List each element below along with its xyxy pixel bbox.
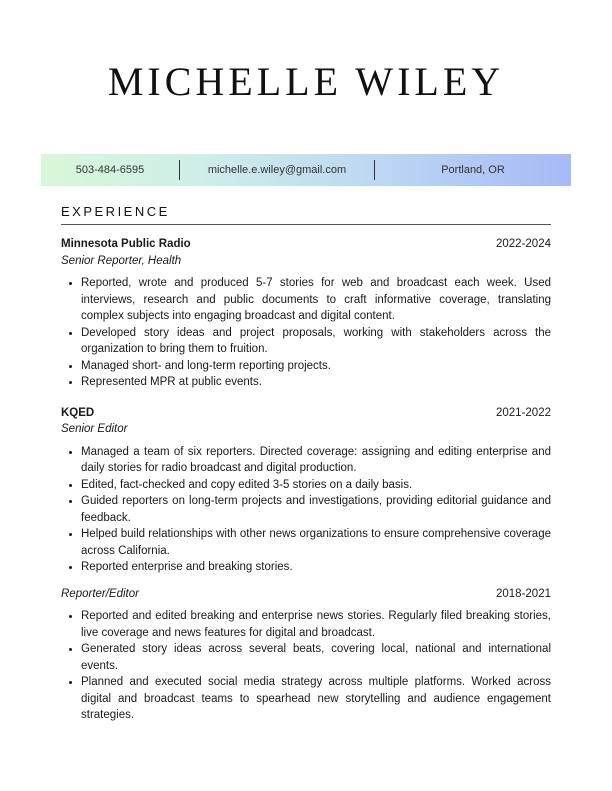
job-dates: 2022-2024 xyxy=(496,238,551,250)
location: Portland, OR xyxy=(441,164,505,176)
job-role: Senior Editor xyxy=(61,423,128,435)
experience-section xyxy=(61,236,551,734)
job-bullets xyxy=(61,444,551,576)
job-dates: 2021-2022 xyxy=(496,406,551,419)
job-role: Senior Reporter, Health xyxy=(61,254,182,267)
job-dates: 2018-2021 xyxy=(496,587,551,600)
bullet-item: • Developed story ideas and project proposals, working with stakeholders across the organization to bring them to fruition. xyxy=(81,325,551,358)
job-entry xyxy=(61,236,551,391)
company-name: KQED xyxy=(61,406,95,419)
job-bullets xyxy=(61,608,551,724)
job-role: Reporter/Editor xyxy=(61,587,139,600)
bullet-item: • Helped build relationships with other news organizations to ensure comprehensive coverage across California. xyxy=(81,526,551,559)
email-address: michelle.e.wiley@gmail.com xyxy=(207,164,347,176)
bullet-item: • Planned and executed social media strategy across multiple platforms. Worked across digital and broadcast teams to spearhead new storytelling and audience engagement strategies. xyxy=(81,674,551,724)
bullet-item: • Edited, fact-checked and copy edited 3-5 stories on a daily basis. xyxy=(81,477,551,494)
candidate-name: MICHELLE WILEY xyxy=(107,59,505,104)
bullet-item: • Reported enterprise and breaking stories. xyxy=(81,559,551,576)
bullet-item: • Generated story ideas across several beats, covering local, national and international events. xyxy=(81,641,551,674)
job-bullets xyxy=(61,275,551,391)
bullet-item: • Guided reporters on long-term projects and investigations, providing editorial guidance and feedback. xyxy=(81,493,551,526)
section-title-experience: EXPERIENCE xyxy=(61,204,170,219)
bullet-item: • Managed short- and long-term reporting projects. xyxy=(81,358,551,375)
phone-number: 503-484-6595 xyxy=(75,164,145,176)
bullet-item: • Reported and edited breaking and enterprise news stories. Regularly filed breaking stories, live coverage and news features for digital and broadcast. xyxy=(81,608,551,641)
contact-bar xyxy=(41,154,571,186)
bullet-item: • Represented MPR at public events. xyxy=(81,374,551,391)
bullet-item: • Reported, wrote and produced 5-7 stories for web and broadcast each week. Used interviews, research and public documents to craft informative coverage, translating complex subjects into engaging broadcast and digital content. xyxy=(81,275,551,325)
sub-role-header xyxy=(61,586,551,603)
company-name: Minnesota Public Radio xyxy=(61,238,191,250)
bullet-item: • Managed a team of six reporters. Directed coverage: assigning and editing enterprise and daily stories for radio broadcast and digital production. xyxy=(81,444,551,477)
job-entry xyxy=(61,405,551,724)
section-divider xyxy=(61,224,551,225)
